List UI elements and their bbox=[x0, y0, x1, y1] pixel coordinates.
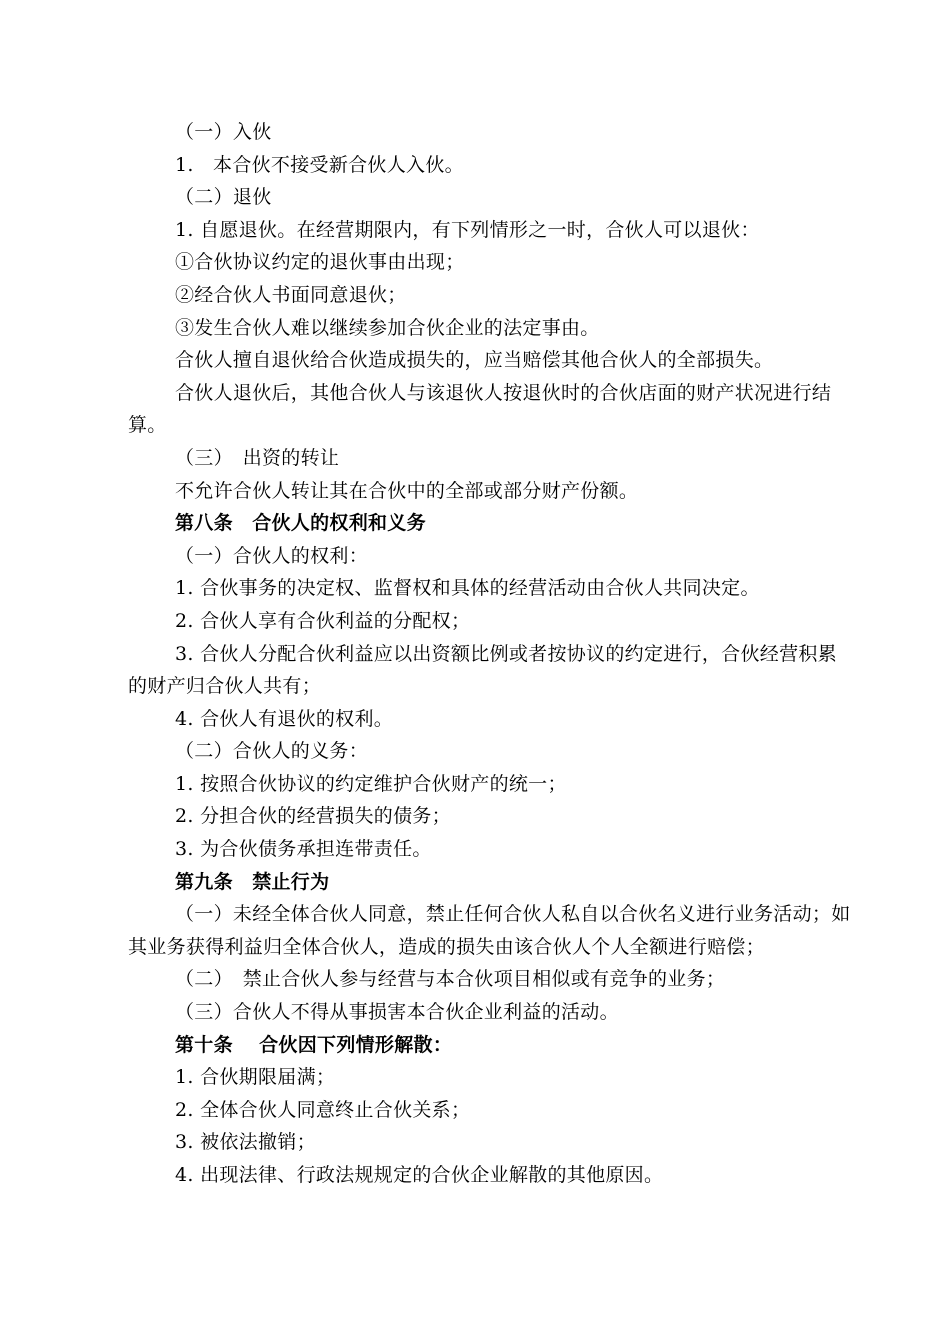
list-item: 1. 自愿退伙。在经营期限内，有下列情形之一时，合伙人可以退伙： bbox=[175, 218, 760, 241]
list-item: 2. 分担合伙的经营损失的债务； bbox=[175, 805, 451, 828]
subheading-transfer: （三） 出资的转让 bbox=[175, 446, 340, 469]
prohibition-item: （二） 禁止合伙人参与经营与本合伙项目相似或有竞争的业务； bbox=[175, 968, 726, 991]
subheading-rights: （一）合伙人的权利： bbox=[175, 544, 369, 567]
body-paragraph: 合伙人退伙后，其他合伙人与该退伙人按退伙时的合伙店面的财产状况进行结算。 bbox=[128, 381, 832, 437]
subheading-joining: （一）入伙 bbox=[175, 121, 272, 143]
article-heading-9: 第九条 禁止行为 bbox=[175, 870, 330, 893]
list-item: ③发生合伙人难以继续参加合伙企业的法定事由。 bbox=[175, 316, 600, 339]
article-heading-8: 第八条 合伙人的权利和义务 bbox=[175, 512, 426, 535]
body-paragraph: 不允许合伙人转让其在合伙中的全部或部分财产份额。 bbox=[175, 479, 639, 502]
list-item: ①合伙协议约定的退伙事由出现； bbox=[175, 251, 465, 274]
list-item: 1. 本合伙不接受新合伙人入伙。 bbox=[175, 153, 464, 176]
list-item: 3. 被依法撤销； bbox=[175, 1131, 316, 1154]
list-item: 1. 合伙期限届满； bbox=[175, 1066, 336, 1089]
list-item: ②经合伙人书面同意退伙； bbox=[175, 283, 407, 306]
article-heading-10: 第十条 合伙因下列情形解散： bbox=[175, 1033, 453, 1056]
list-item: 4. 出现法律、行政法规规定的合伙企业解散的其他原因。 bbox=[175, 1164, 664, 1186]
list-item: 1. 合伙事务的决定权、监督权和具体的经营活动由合伙人共同决定。 bbox=[175, 577, 760, 600]
body-paragraph: 合伙人擅自退伙给合伙造成损失的，应当赔偿其他合伙人的全部损失。 bbox=[175, 349, 774, 372]
list-item: 4. 合伙人有退伙的权利。 bbox=[175, 707, 394, 730]
list-item: 2. 全体合伙人同意终止合伙关系； bbox=[175, 1098, 471, 1121]
document-body bbox=[128, 116, 852, 1192]
subheading-obligations: （二）合伙人的义务： bbox=[175, 740, 369, 763]
list-item: 3. 为合伙债务承担连带责任。 bbox=[175, 838, 432, 861]
list-item: 3. 合伙人分配合伙利益应以出资额比例或者按协议的约定进行，合伙经营积累的财产归合伙人共有； bbox=[128, 642, 837, 698]
list-item: 2. 合伙人享有合伙利益的分配权； bbox=[175, 609, 471, 632]
subheading-withdrawal: （二）退伙 bbox=[175, 186, 272, 209]
prohibition-item: （一）未经全体合伙人同意，禁止任何合伙人私自以合伙名义进行业务活动；如其业务获得利益归全体合伙人，造成的损失由该合伙人个人全额进行赔偿； bbox=[128, 903, 851, 958]
list-item: 1. 按照合伙协议的约定维护合伙财产的统一； bbox=[175, 772, 567, 795]
prohibition-item: （三）合伙人不得从事损害本合伙企业利益的活动。 bbox=[175, 1001, 619, 1024]
